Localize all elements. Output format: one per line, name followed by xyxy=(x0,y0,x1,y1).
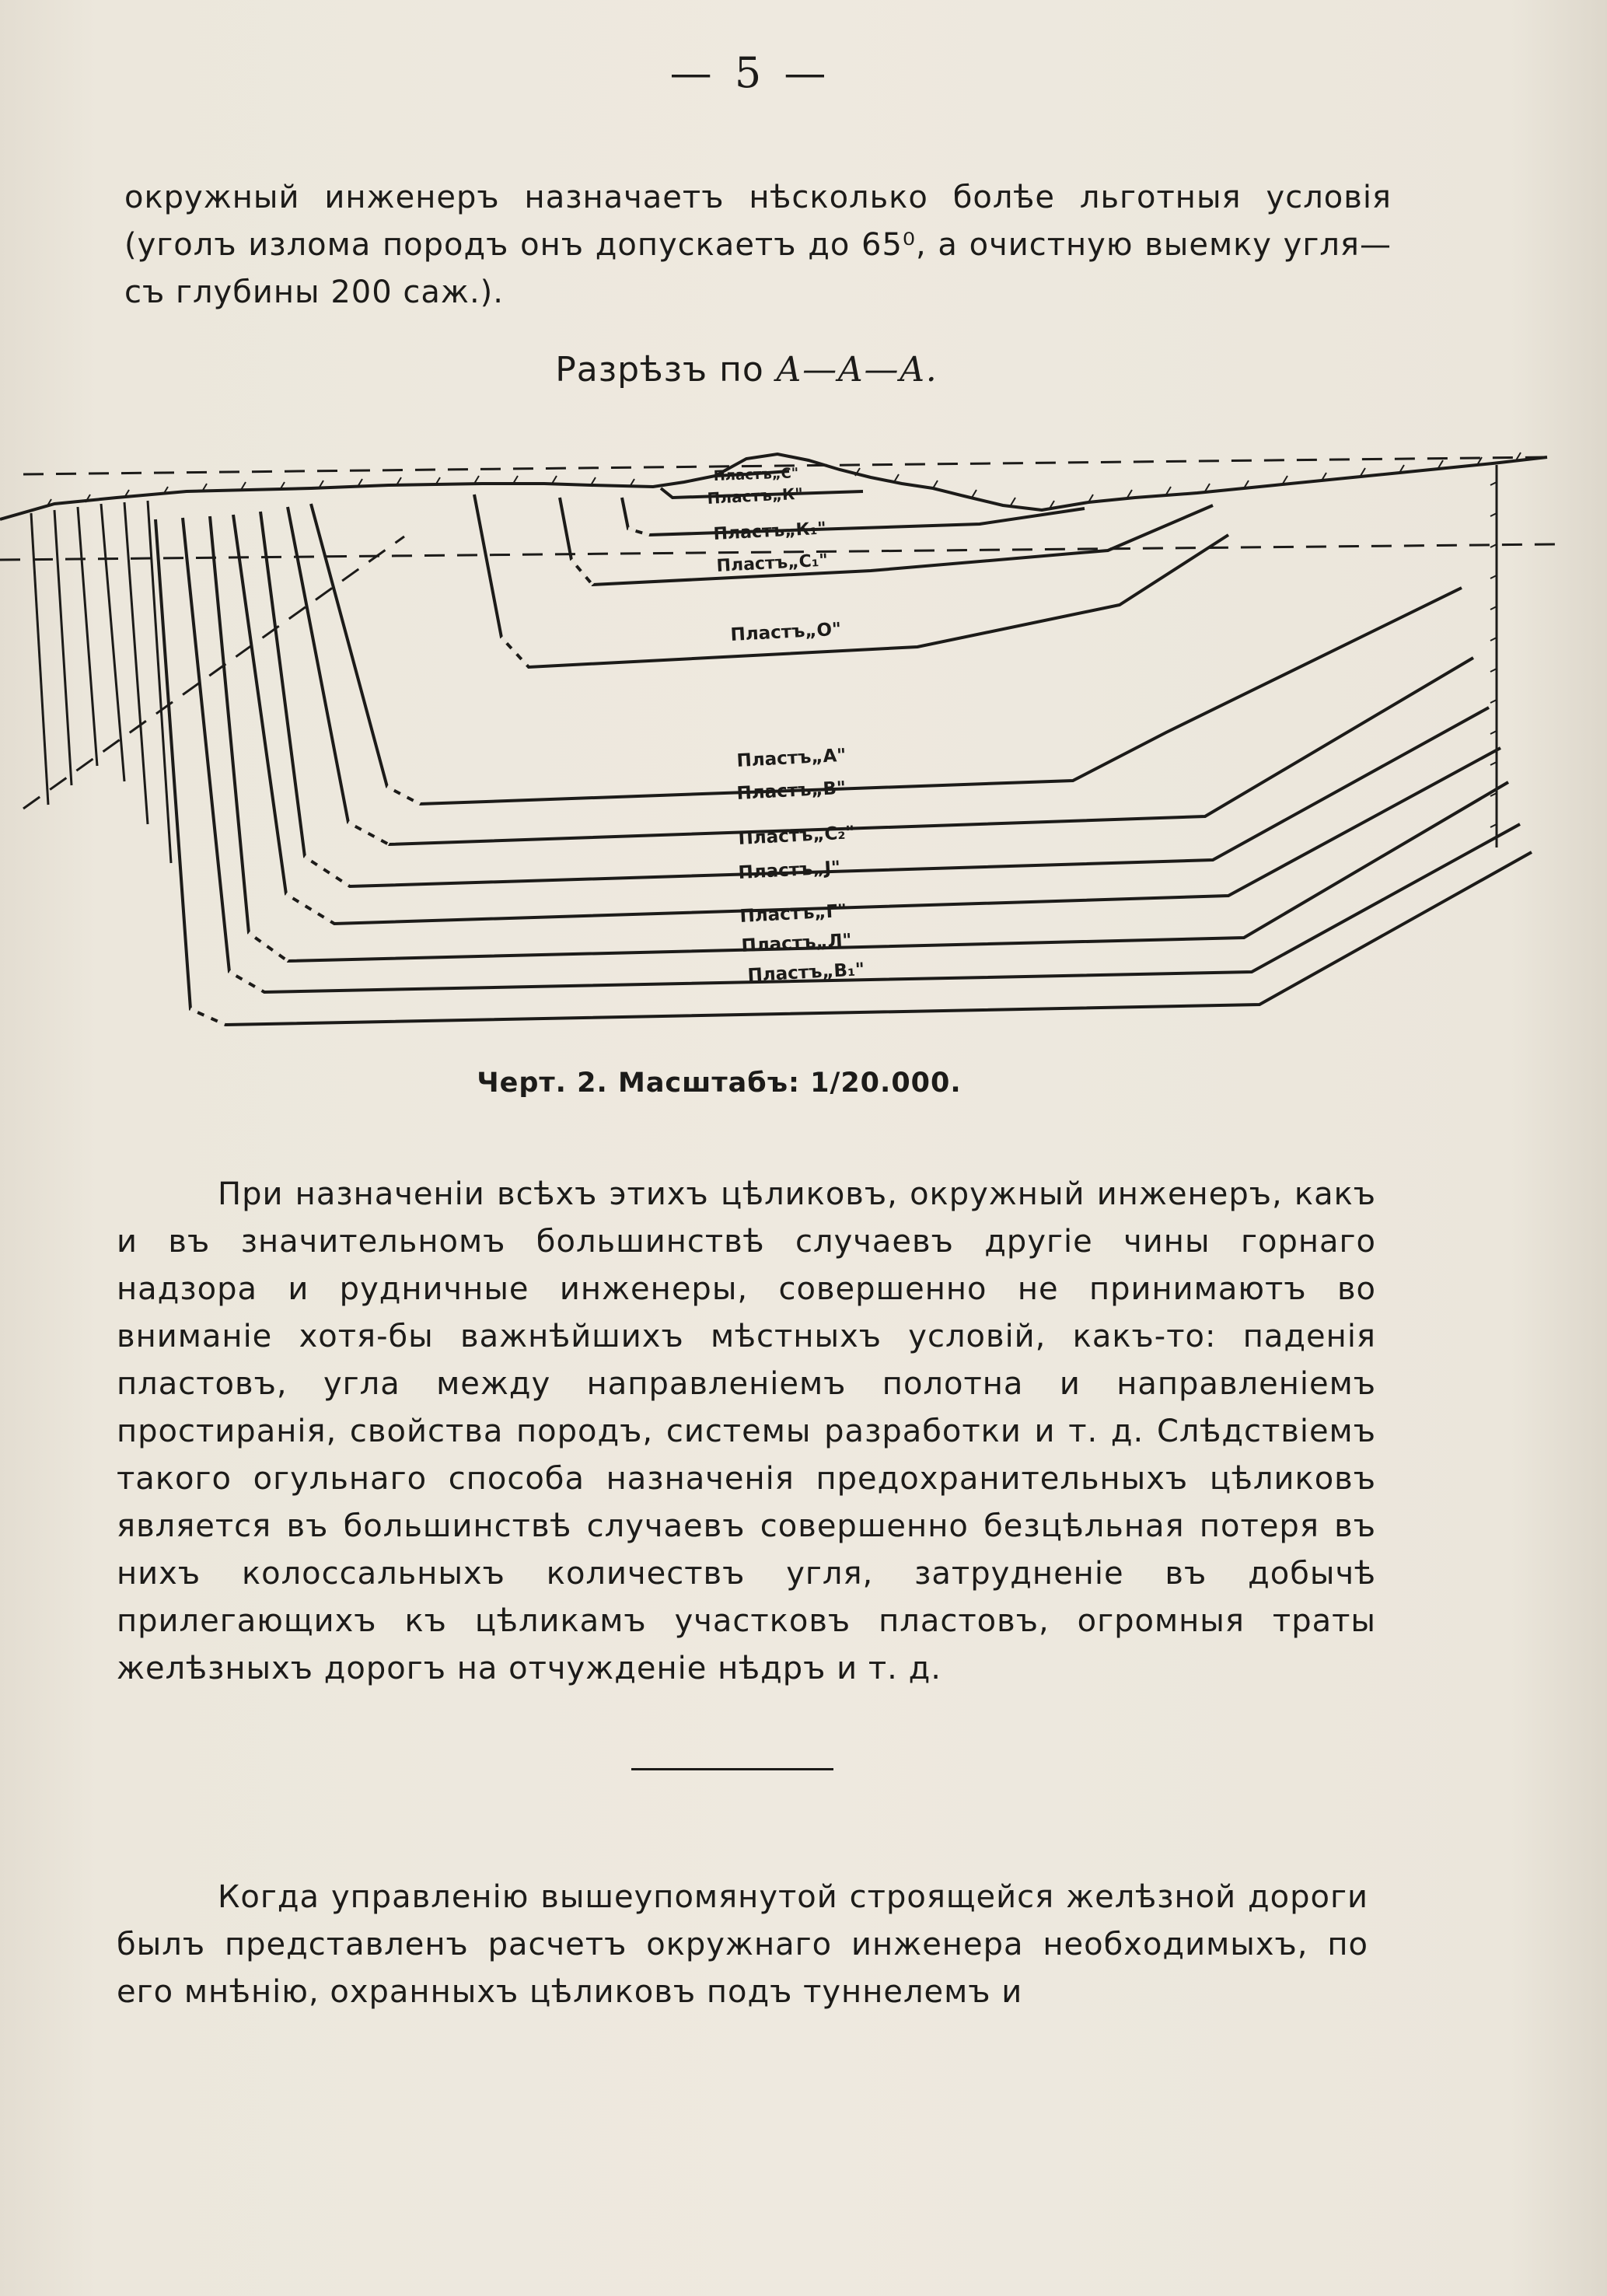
seam-label-group xyxy=(707,465,865,986)
seam-c2 xyxy=(260,512,1489,886)
figure-caption: Черт. 2. Масштабъ: 1/20.000. xyxy=(477,1068,962,1099)
seam-concealed-segments xyxy=(190,529,649,1025)
seam-label-v1: Пластъ„В₁" xyxy=(746,959,865,986)
seam-label-g: Пластъ„Г" xyxy=(739,900,847,927)
section-divider xyxy=(631,1768,833,1770)
seam-label-c2: Пластъ„С₂" xyxy=(737,823,856,849)
seam-c1 xyxy=(560,498,1213,585)
seam-label-s-top: Пластъ„С" xyxy=(713,465,799,484)
seam-j xyxy=(233,515,1500,924)
seam-v xyxy=(288,507,1473,844)
seam-label-j: Пластъ„Ј" xyxy=(737,858,841,883)
seam-label-k: Пластъ„К" xyxy=(707,484,804,508)
seam-k1 xyxy=(622,498,1085,535)
geological-section-figure xyxy=(0,435,1607,1057)
left-outcrop-seams xyxy=(31,501,171,863)
seam-label-v: Пластъ„В" xyxy=(735,778,847,804)
paragraph-top: окружный инженеръ назначаетъ нѣсколько болѣе льготныя условія (уголъ излома породъ онъ допускаетъ до 65⁰, а очистную выемку угля—съ глубины 200 саж.). xyxy=(124,180,1392,310)
section-heading-italic: А—А—А. xyxy=(775,350,938,390)
seam-label-c1: Пластъ„С₁" xyxy=(716,550,829,576)
break-angle-line xyxy=(23,536,404,809)
section-heading-prefix: Разрѣзъ по xyxy=(555,350,764,390)
seam-label-o: Пластъ„О" xyxy=(729,619,842,645)
section-heading xyxy=(0,350,1493,390)
seam-label-k1: Пластъ„К₁" xyxy=(713,519,827,544)
paragraph-middle: При назначеніи всѣхъ этихъ цѣликовъ, окружный инженеръ, какъ и въ значительномъ большинствѣ случаевъ другіе чины горнаго надзора и рудничные инженеры, совершенно не принимаютъ во вниманіе хотя-бы важнѣйшихъ мѣстныхъ условій, какъ-то: паденія пластовъ, угла между направленіемъ полотна и направленіемъ простиранія, свойства породъ, системы разработки и т. д. Слѣдствіемъ такого огульнаго способа назначенія предохранительныхъ цѣликовъ является въ большинствѣ случаевъ совершенно безцѣльная потеря въ нихъ колоссальныхъ количествъ угля, затрудненіе въ добычѣ прилегающихъ къ цѣликамъ участковъ пластовъ, огромныя траты желѣзныхъ дорогъ на отчужденіе нѣдръ и т. д. xyxy=(117,1176,1376,1686)
paragraph-bottom: Когда управленію вышеупомянутой строящейся желѣзной дороги былъ представленъ расчетъ окружнаго инженера необходимыхъ, по его мнѣнію, охранныхъ цѣликовъ подъ туннелемъ и xyxy=(117,1879,1368,2010)
page-number: — 5 — xyxy=(669,48,831,97)
seam-g xyxy=(210,516,1508,961)
seam-label-l: Пластъ„Л" xyxy=(740,930,853,956)
seam-label-a: Пластъ„А" xyxy=(735,745,847,771)
